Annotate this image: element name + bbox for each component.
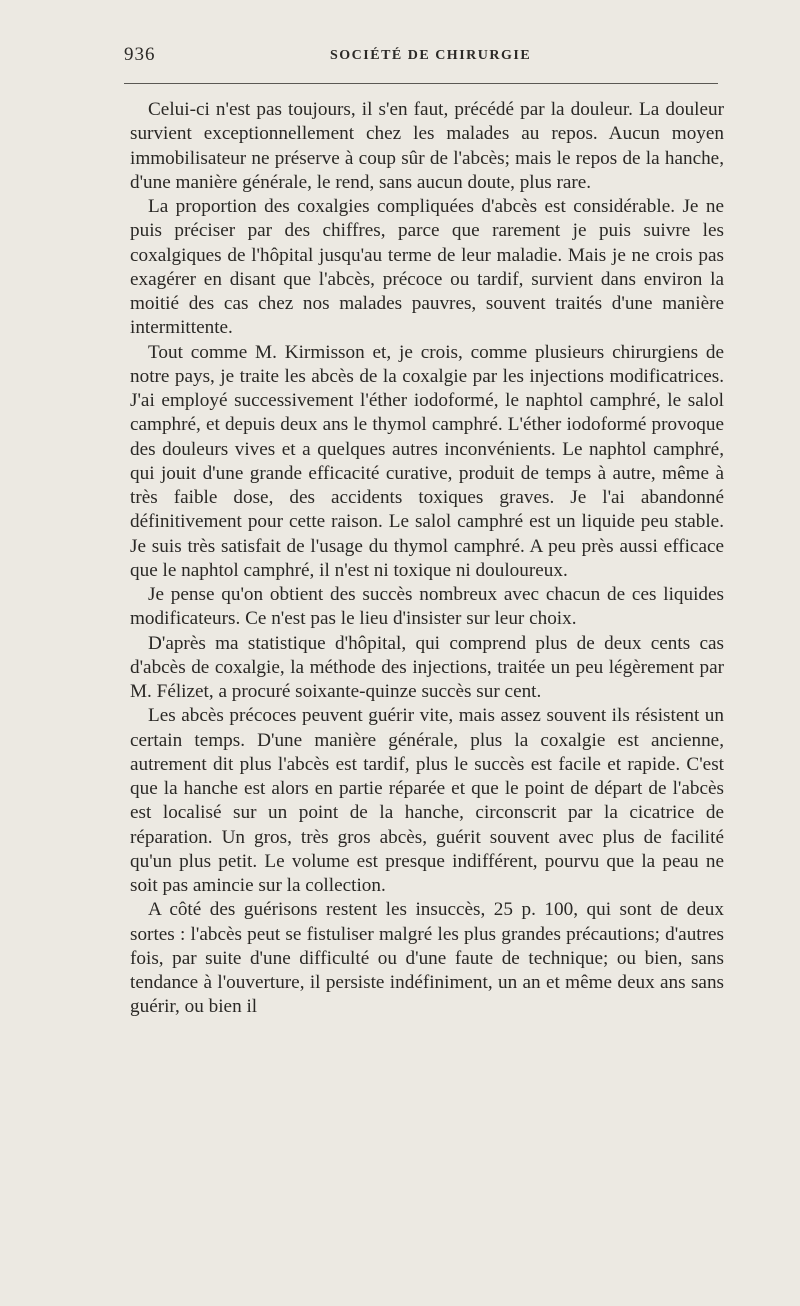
body-text	[130, 98, 724, 1020]
paragraph: Les abcès précoces peuvent guérir vite, mais assez souvent ils résistent un certain temps. D'une manière générale, plus la coxalgie est ancienne, autrement dit plus l'abcès est tardif, plus le succès est facile et rapide. C'est que la hanche est alors en partie réparée et que le point de départ de l'abcès est localisé sur un point de la hanche, circonscrit par la cicatrice de réparation. Un gros, très gros abcès, guérit souvent avec plus de facilité qu'un plus petit. Le volume est presque indifférent, pourvu que la peau ne soit pas amincie sur la collection.	[130, 705, 724, 896]
page-number: 936	[124, 44, 156, 65]
paragraph: Je pense qu'on obtient des succès nombreux avec chacun de ces liquides modificateurs. Ce n'est pas le lieu d'insister sur leur choix.	[130, 584, 724, 630]
running-head	[124, 44, 724, 72]
paragraph: D'après ma statistique d'hôpital, qui comprend plus de deux cents cas d'abcès de coxalgie, la méthode des injections, traitée un peu légèrement par M. Félizet, a procuré soixante-quinze succès sur cent.	[130, 632, 724, 702]
header-rule	[124, 83, 718, 84]
paragraph: A côté des guérisons restent les insuccès, 25 p. 100, qui sont de deux sortes : l'abcès peut se fistuliser malgré les plus grandes précautions; d'autres fois, par suite d'une difficulté ou d'une faute de technique; ou bien, sans tendance à l'ouverture, il persiste indéfiniment, un an et même deux ans sans guérir, ou bien il	[130, 899, 724, 1018]
paragraph: La proportion des coxalgies compliquées d'abcès est considérable. Je ne puis préciser par des chiffres, parce que rarement je puis suivre les coxalgiques de l'hôpital jusqu'au terme de leur maladie. Mais je ne crois pas exagérer en disant que l'abcès, précoce ou tardif, survient dans environ la moitié des cas chez nos malades pauvres, souvent traités d'une manière intermittente.	[130, 196, 724, 339]
paragraph: Celui-ci n'est pas toujours, il s'en faut, précédé par la douleur. La douleur survient exceptionnellement chez les malades au repos. Aucun moyen immobilisateur ne préserve à coup sûr de l'abcès; mais le repos de la hanche, d'une manière générale, le rend, sans aucun doute, plus rare.	[130, 99, 724, 193]
paragraph: Tout comme M. Kirmisson et, je crois, comme plusieurs chirurgiens de notre pays, je traite les abcès de la coxalgie par les injections modificatrices. J'ai employé successivement l'éther iodoformé, le naphtol camphré, le salol camphré, et depuis deux ans le thymol camphré. L'éther iodoformé provoque des douleurs vives et a quelques autres inconvénients. Le naphtol camphré, qui jouit d'une grande efficacité curative, produit de temps à autre, même à très faible dose, des accidents toxiques graves. Je l'ai abandonné définitivement pour cette raison. Le salol camphré est un liquide peu stable. Je suis très satisfait de l'usage du thymol camphré. A peu près aussi efficace que le naphtol camphré, il n'est ni toxique ni douloureux.	[130, 341, 724, 581]
journal-title: SOCIÉTÉ DE CHIRURGIE	[330, 48, 532, 63]
